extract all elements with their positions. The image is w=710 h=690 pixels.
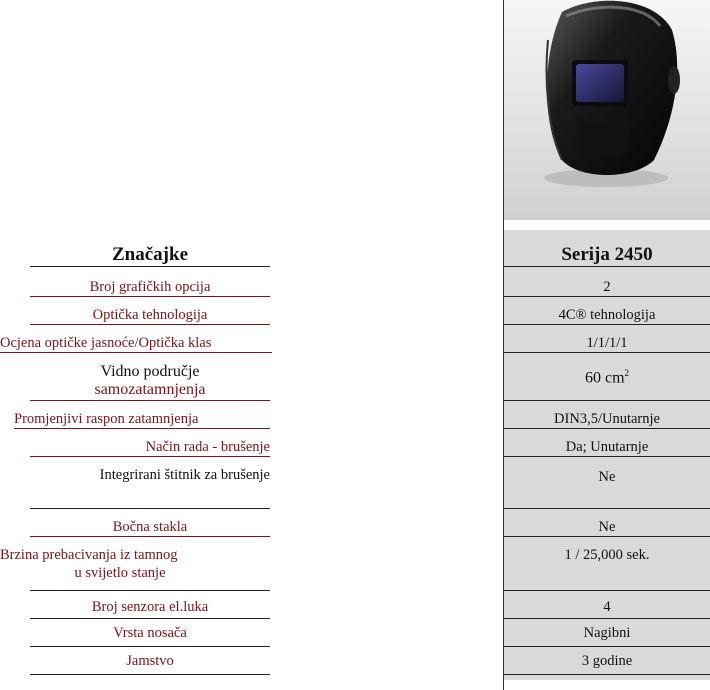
- welding-helmet-icon: [504, 0, 710, 220]
- row-divider: [504, 324, 710, 325]
- series-header-underline: [504, 266, 710, 267]
- spec-label-line1: Brzina prebacivanja iz tamnog: [0, 547, 178, 563]
- row-divider: [504, 352, 710, 353]
- row-divider: [30, 590, 270, 591]
- row-divider: [30, 324, 270, 325]
- row-divider: [504, 674, 710, 675]
- spec-label: Optička tehnologija: [92, 307, 208, 323]
- spec-value: Nagibni: [583, 625, 631, 641]
- spec-label: Jamstvo: [126, 653, 174, 669]
- spec-label: Promjenjivi raspon zatamnjenja: [14, 411, 199, 427]
- spec-label-line2: samozatamnjenja: [94, 381, 206, 398]
- spec-value: DIN3,5/Unutarnje: [554, 411, 660, 427]
- row-divider: [30, 456, 270, 457]
- spec-label: Način rada - brušenje: [145, 439, 270, 455]
- spec-label: Broj grafičkih opcija: [89, 279, 211, 295]
- spec-value: Ne: [598, 519, 616, 535]
- row-divider: [30, 618, 270, 619]
- row-divider: [14, 428, 270, 429]
- row-divider: [30, 400, 270, 401]
- spec-label: Ocjena optičke jasnoće/Optička klas: [0, 335, 212, 351]
- row-divider: [504, 646, 710, 647]
- spec-value: 1/1/1/1: [586, 335, 628, 351]
- row-divider: [0, 352, 272, 353]
- spec-value: 60 $cm^2$: [584, 368, 630, 387]
- spec-value: 4: [603, 599, 611, 615]
- spec-value: 3 godine: [581, 653, 633, 669]
- superscript: 2: [624, 368, 630, 378]
- row-divider: [504, 508, 710, 509]
- spec-label-line2: u svijetlo stanje: [74, 565, 166, 581]
- spec-value: 1 / 25,000 sek.: [564, 547, 650, 563]
- spec-value: 4C® tehnologija: [558, 307, 656, 323]
- row-divider: [30, 508, 270, 509]
- spec-value: 2: [603, 279, 611, 295]
- spec-label-line1: Vidno područje: [100, 363, 200, 380]
- row-divider: [504, 536, 710, 537]
- spec-value: Ne: [598, 469, 616, 485]
- row-divider: [30, 674, 270, 675]
- spec-label: Broj senzora el.luka: [91, 599, 209, 615]
- header-underline: [30, 266, 270, 267]
- spec-value: Da; Unutarnje: [565, 439, 649, 455]
- features-header: Značajke: [112, 244, 188, 265]
- row-divider: [30, 296, 270, 297]
- series-header: Serija 2450: [561, 244, 653, 265]
- spec-label: Integrirani štitnik za brušenje: [99, 467, 270, 483]
- spec-label: Bočna stakla: [112, 519, 188, 535]
- row-divider: [30, 646, 270, 647]
- row-divider: [504, 590, 710, 591]
- product-photo: [504, 0, 710, 220]
- row-divider: [504, 456, 710, 457]
- row-divider: [504, 428, 710, 429]
- row-divider: [504, 618, 710, 619]
- row-divider: [30, 536, 270, 537]
- row-divider: [504, 400, 710, 401]
- row-divider: [504, 296, 710, 297]
- spec-label: Vrsta nosača: [113, 625, 187, 641]
